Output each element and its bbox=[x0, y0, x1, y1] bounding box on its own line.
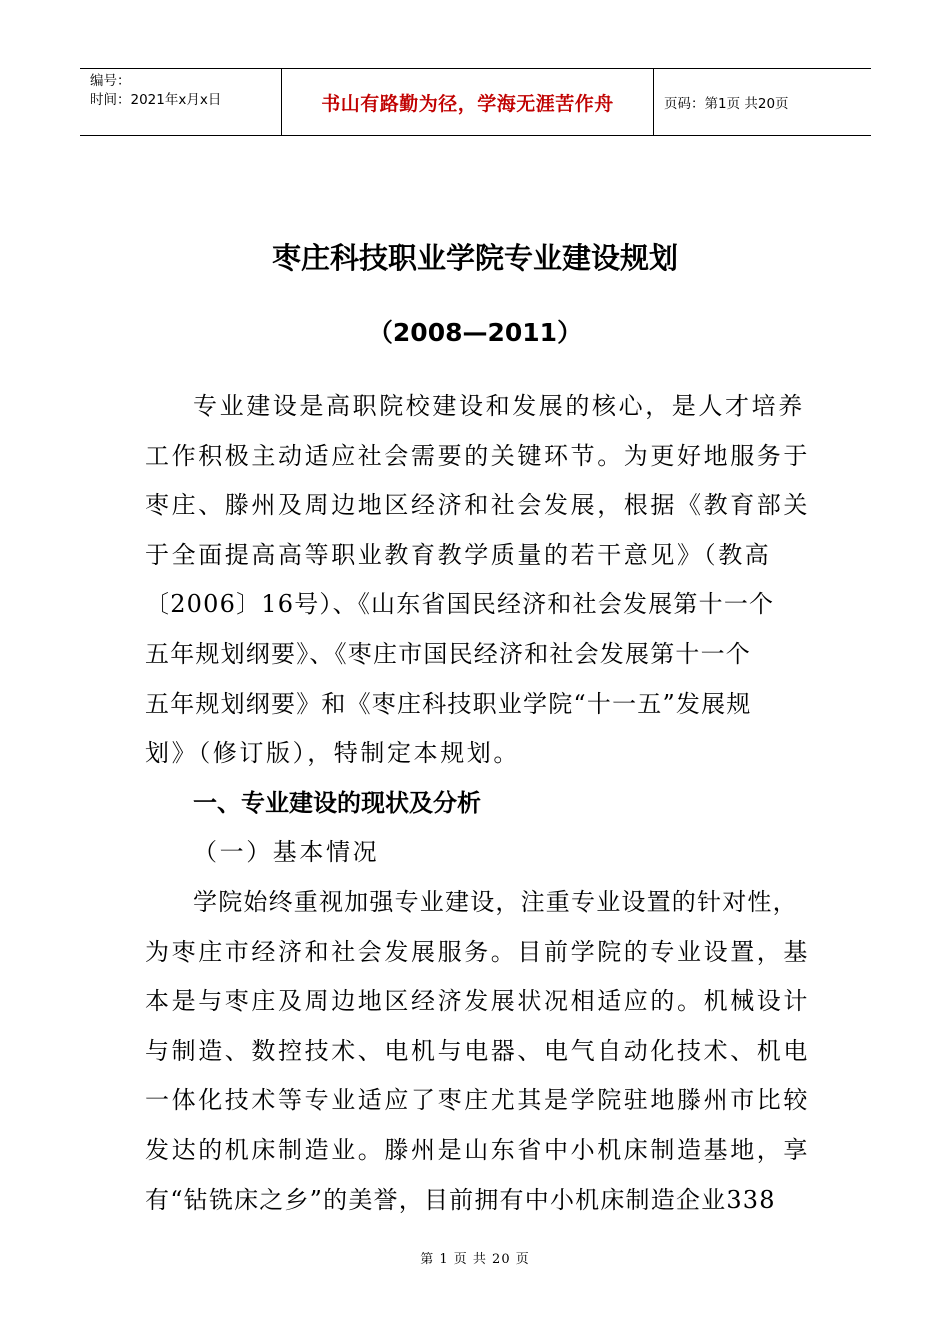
document-title: 枣庄科技职业学院专业建设规划 bbox=[271, 241, 678, 275]
header-page-info: 页码：第1页 共20页 bbox=[664, 96, 789, 112]
text-line: 发达的机床制造业。滕州是山东省中小机床制造基地，享 bbox=[145, 1135, 810, 1164]
text-line: 有“钻铣床之乡”的美誉，目前拥有中小机床制造企业338 bbox=[145, 1185, 776, 1214]
section-heading: 一、专业建设的现状及分析 bbox=[193, 788, 481, 817]
text-line: 工作积极主动适应社会需要的关键环节。为更好地服务于 bbox=[145, 441, 810, 470]
text-line: 五年规划纲要》和《枣庄科技职业学院“十一五”发展规 bbox=[145, 689, 752, 718]
text-line: 五年规划纲要》、《枣庄市国民经济和社会发展第十一个 bbox=[145, 639, 751, 668]
text-line: 划》（修订版），特制定本规划。 bbox=[145, 739, 520, 768]
text-line: 枣庄、滕州及周边地区经济和社会发展，根据《教育部关 bbox=[145, 491, 810, 520]
number-label: 编号： bbox=[90, 73, 131, 89]
text-line: 本是与枣庄及周边地区经济发展状况相适应的。机械设计 bbox=[145, 987, 810, 1016]
text-line: 与制造、数控技术、电机与电器、电气自动化技术、机电 bbox=[145, 1036, 810, 1065]
text-line: 学院始终重视加强专业建设，注重专业设置的针对性， bbox=[193, 887, 798, 916]
text-line: 专业建设是高职院校建设和发展的核心，是人才培养 bbox=[193, 392, 805, 420]
text-line: 为枣庄市经济和社会发展服务。目前学院的专业设置，基 bbox=[145, 937, 810, 966]
document-body bbox=[145, 382, 810, 1225]
text-line: 一体化技术等专业适应了枣庄尤其是学院驻地滕州市比较 bbox=[145, 1086, 810, 1115]
page-footer: 第 1 页 共 20 页 bbox=[420, 1252, 530, 1267]
document-subtitle: （2008—2011） bbox=[367, 318, 583, 347]
header-meta bbox=[80, 69, 281, 135]
text-line: 于全面提高高等职业教育教学质量的若干意见》（教高 bbox=[145, 540, 772, 569]
subsection-heading: （一）基本情况 bbox=[193, 838, 380, 867]
time-label: 时间：2021年x月x日 bbox=[90, 92, 222, 108]
text-line: 〔2006〕16号）、《山东省国民经济和社会发展第十一个 bbox=[145, 590, 775, 619]
header-motto: 书山有路勤为径，学海无涯苦作舟 bbox=[281, 69, 654, 135]
document-header bbox=[80, 68, 871, 136]
